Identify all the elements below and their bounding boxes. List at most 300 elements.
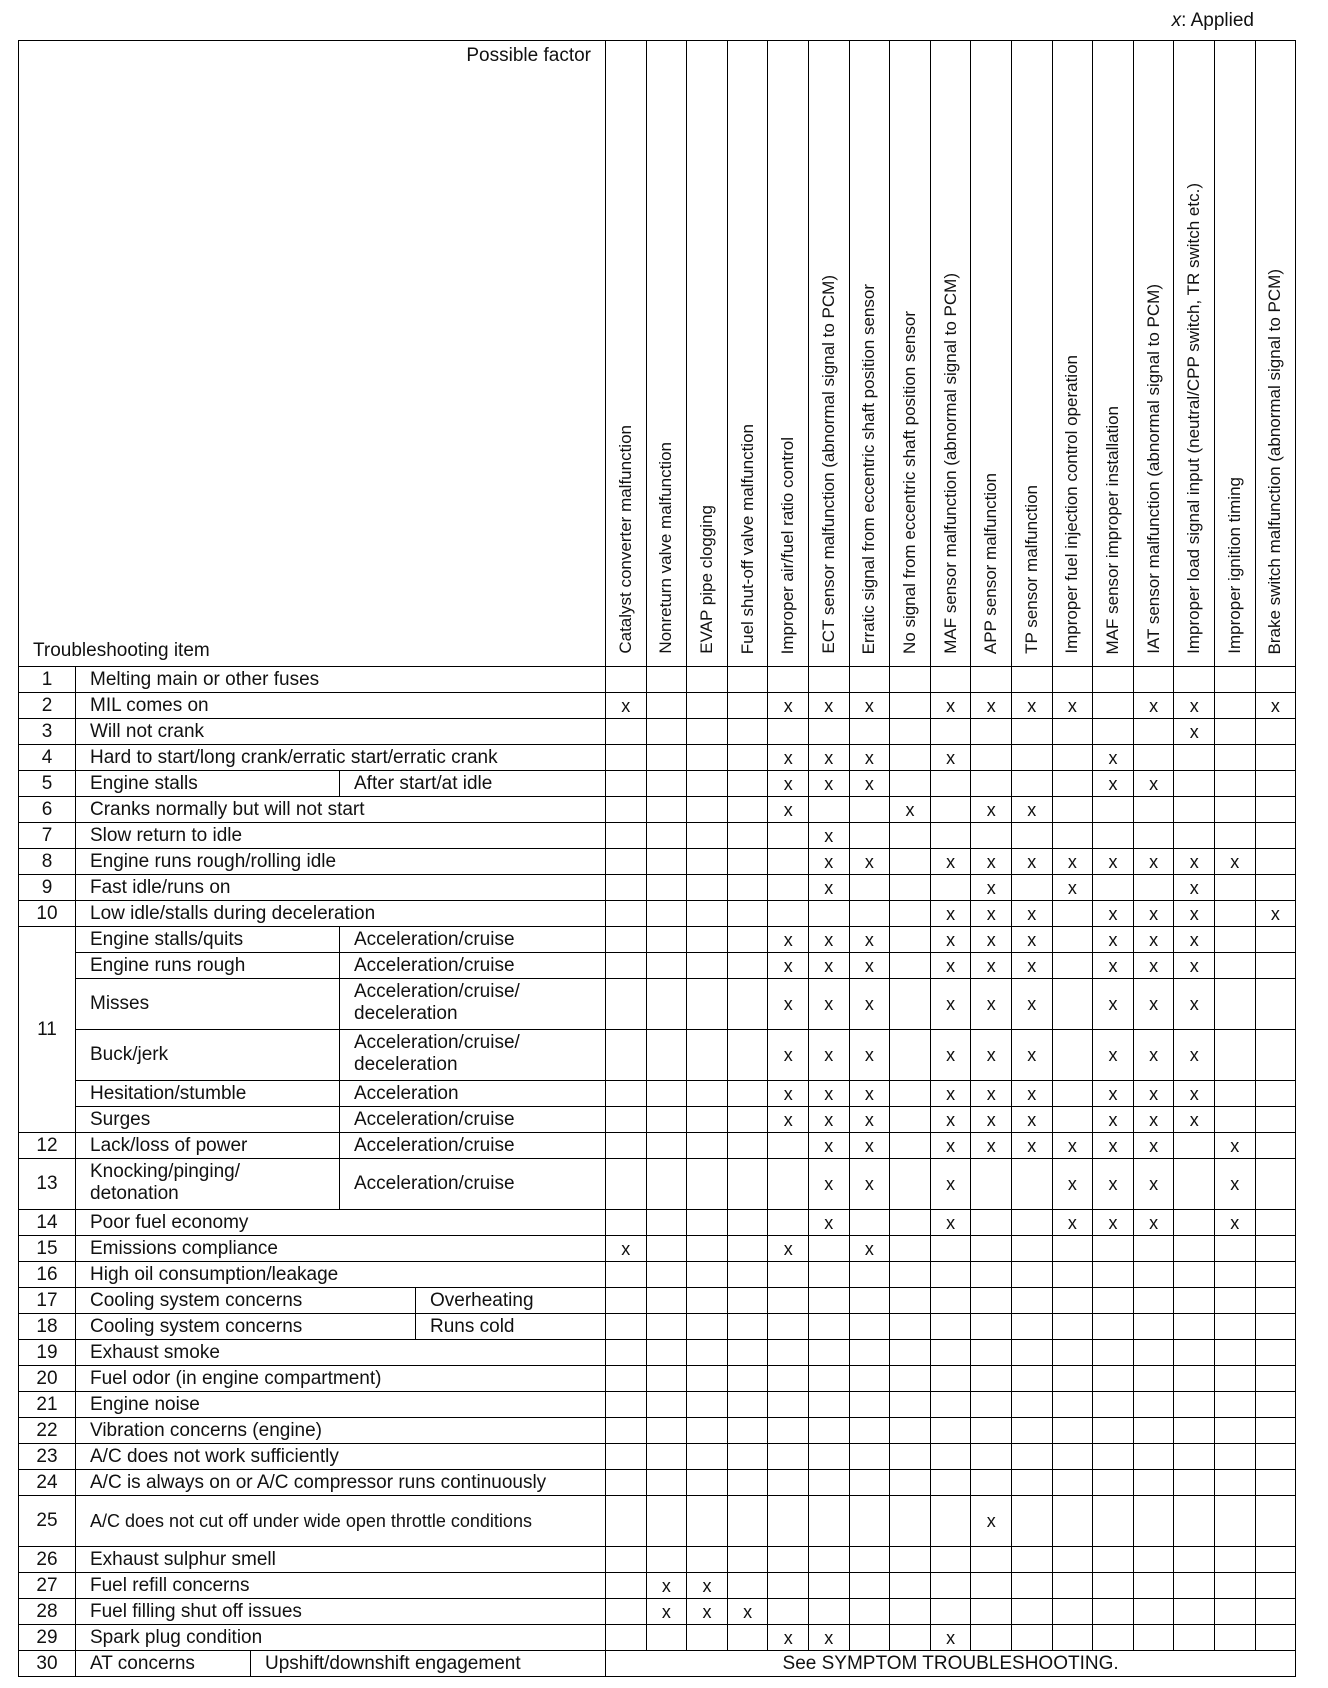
matrix-cell [1214, 978, 1256, 1030]
matrix-cell [1214, 1080, 1256, 1107]
matrix-cell [1173, 796, 1215, 823]
factor-header [1214, 40, 1256, 667]
matrix-cell [646, 1235, 688, 1262]
matrix-cell [1133, 1313, 1175, 1340]
matrix-cell [1052, 1443, 1094, 1470]
troubleshooting-item: AT concerns [75, 1650, 251, 1677]
applied-mark: x [930, 848, 972, 875]
matrix-cell [1173, 1365, 1215, 1392]
matrix-cell [686, 848, 728, 875]
matrix-cell [1214, 1495, 1256, 1547]
matrix-cell [727, 1546, 769, 1573]
matrix-cell [1011, 822, 1053, 849]
matrix-cell [1255, 1313, 1297, 1340]
matrix-cell [1011, 770, 1053, 797]
applied-mark: x [1052, 874, 1094, 901]
matrix-cell [646, 926, 688, 953]
matrix-cell [1052, 1313, 1094, 1340]
factor-header [889, 40, 931, 667]
matrix-cell [686, 1158, 728, 1210]
matrix-cell [1092, 874, 1134, 901]
matrix-cell [767, 718, 809, 745]
factor-label: Nonreturn valve malfunction [656, 442, 676, 654]
applied-mark: x [1173, 1080, 1215, 1107]
row-number: 12 [18, 1132, 76, 1159]
applied-mark: x [1052, 1209, 1094, 1236]
matrix-cell [727, 848, 769, 875]
row-number: 4 [18, 744, 76, 771]
matrix-cell [686, 1029, 728, 1081]
matrix-cell [646, 1080, 688, 1107]
matrix-cell [808, 1313, 850, 1340]
matrix-cell [970, 1287, 1012, 1314]
matrix-cell [1133, 1598, 1175, 1625]
matrix-cell [1173, 1132, 1215, 1159]
matrix-cell [930, 1469, 972, 1496]
matrix-cell [1214, 1106, 1256, 1133]
matrix-cell [1255, 952, 1297, 979]
matrix-cell [1133, 1443, 1175, 1470]
applied-mark: x [767, 692, 809, 719]
factor-header [1255, 40, 1297, 667]
troubleshooting-item: Exhaust smoke [75, 1339, 606, 1366]
applied-mark: x [1173, 718, 1215, 745]
matrix-cell [1255, 1158, 1297, 1210]
applied-mark: x [930, 1106, 972, 1133]
matrix-cell [930, 1339, 972, 1366]
row-number: 15 [18, 1235, 76, 1262]
applied-mark: x [727, 1598, 769, 1625]
matrix-cell [889, 744, 931, 771]
matrix-cell [808, 718, 850, 745]
matrix-cell [686, 1365, 728, 1392]
applied-mark: x [1011, 1132, 1053, 1159]
troubleshooting-item: Hard to start/long crank/erratic start/erratic crank [75, 744, 606, 771]
matrix-cell [646, 1391, 688, 1418]
matrix-cell [1092, 1313, 1134, 1340]
condition: Acceleration/cruise [339, 1132, 606, 1159]
matrix-cell [889, 1339, 931, 1366]
troubleshooting-item: Surges [75, 1106, 340, 1133]
matrix-cell [930, 1261, 972, 1288]
matrix-cell [767, 1158, 809, 1210]
applied-mark: x [1011, 978, 1053, 1030]
matrix-cell [605, 1624, 647, 1651]
applied-mark: x [1173, 900, 1215, 927]
matrix-cell [1052, 718, 1094, 745]
matrix-cell [1255, 1572, 1297, 1599]
matrix-cell [1011, 1365, 1053, 1392]
matrix-cell [686, 1339, 728, 1366]
matrix-cell [970, 1339, 1012, 1366]
matrix-cell [1052, 744, 1094, 771]
matrix-cell [1052, 1546, 1094, 1573]
matrix-cell [686, 666, 728, 693]
matrix-cell [889, 952, 931, 979]
matrix-cell [1011, 1495, 1053, 1547]
applied-mark: x [930, 1209, 972, 1236]
matrix-cell [1092, 666, 1134, 693]
troubleshooting-item-label: Troubleshooting item [33, 640, 210, 661]
matrix-cell [1255, 744, 1297, 771]
applied-mark: x [1214, 1209, 1256, 1236]
matrix-cell [1255, 1443, 1297, 1470]
matrix-cell [1214, 1624, 1256, 1651]
matrix-cell [727, 1624, 769, 1651]
matrix-cell [727, 1495, 769, 1547]
matrix-cell [686, 926, 728, 953]
matrix-cell [1214, 926, 1256, 953]
matrix-cell [1214, 1261, 1256, 1288]
matrix-cell [1214, 744, 1256, 771]
factor-label: Brake switch malfunction (abnormal signal to PCM) [1265, 268, 1285, 654]
matrix-cell [1011, 1598, 1053, 1625]
matrix-cell [1173, 744, 1215, 771]
row-number: 29 [18, 1624, 76, 1651]
troubleshooting-item: Emissions compliance [75, 1235, 606, 1262]
matrix-cell [727, 1469, 769, 1496]
matrix-cell [686, 900, 728, 927]
applied-mark: x [1011, 796, 1053, 823]
matrix-cell [1173, 1313, 1215, 1340]
row-number: 3 [18, 718, 76, 745]
matrix-cell [686, 770, 728, 797]
applied-mark: x [808, 692, 850, 719]
matrix-cell [1092, 718, 1134, 745]
matrix-cell [1173, 822, 1215, 849]
matrix-cell [727, 1391, 769, 1418]
applied-mark: x [1255, 900, 1297, 927]
condition: Acceleration/cruise/ deceleration [339, 1029, 606, 1081]
applied-mark: x [808, 1080, 850, 1107]
matrix-cell [1173, 1572, 1215, 1599]
matrix-cell [605, 1106, 647, 1133]
applied-mark: x [849, 1106, 891, 1133]
matrix-cell [646, 1365, 688, 1392]
matrix-cell [1133, 796, 1175, 823]
factor-header [727, 40, 769, 667]
matrix-cell [889, 1469, 931, 1496]
matrix-cell [646, 1209, 688, 1236]
matrix-cell [970, 1572, 1012, 1599]
matrix-cell [646, 874, 688, 901]
matrix-cell [1052, 666, 1094, 693]
applied-mark: x [767, 1624, 809, 1651]
matrix-cell [808, 1546, 850, 1573]
matrix-cell [930, 1287, 972, 1314]
applied-mark: x [930, 1158, 972, 1210]
applied-mark: x [1133, 1132, 1175, 1159]
matrix-cell [808, 1443, 850, 1470]
troubleshooting-item: Engine runs rough/rolling idle [75, 848, 606, 875]
factor-header [930, 40, 972, 667]
troubleshooting-item: Slow return to idle [75, 822, 606, 849]
matrix-cell [889, 1029, 931, 1081]
matrix-cell [767, 1365, 809, 1392]
matrix-cell [889, 1624, 931, 1651]
factor-label: Fuel shut-off valve malfunction [737, 423, 757, 654]
applied-mark: x [808, 1132, 850, 1159]
matrix-cell [1011, 1313, 1053, 1340]
matrix-cell [646, 1132, 688, 1159]
row-number: 16 [18, 1261, 76, 1288]
matrix-cell [1092, 1546, 1134, 1573]
troubleshooting-item: Will not crank [75, 718, 606, 745]
matrix-cell [646, 1106, 688, 1133]
matrix-cell [1092, 796, 1134, 823]
row-number: 2 [18, 692, 76, 719]
matrix-cell [930, 770, 972, 797]
matrix-cell [646, 1261, 688, 1288]
matrix-cell [1092, 1339, 1134, 1366]
matrix-cell [727, 1417, 769, 1444]
matrix-cell [970, 1469, 1012, 1496]
matrix-cell [1011, 1417, 1053, 1444]
matrix-cell [889, 1365, 931, 1392]
applied-mark: x [1133, 926, 1175, 953]
matrix-cell [1092, 1417, 1134, 1444]
matrix-cell [808, 1572, 850, 1599]
matrix-cell [686, 952, 728, 979]
troubleshooting-item: Engine stalls/quits [75, 926, 340, 953]
matrix-cell [1052, 1287, 1094, 1314]
matrix-cell [889, 1572, 931, 1599]
matrix-cell [605, 1209, 647, 1236]
factor-header [605, 40, 647, 667]
matrix-cell [605, 1080, 647, 1107]
applied-mark: x [970, 1080, 1012, 1107]
matrix-cell [849, 1209, 891, 1236]
matrix-cell [605, 744, 647, 771]
applied-mark: x [1092, 770, 1134, 797]
matrix-cell [1052, 1572, 1094, 1599]
matrix-cell [1255, 874, 1297, 901]
applied-mark: x [970, 926, 1012, 953]
matrix-cell [1133, 1391, 1175, 1418]
matrix-cell [1173, 666, 1215, 693]
matrix-cell [686, 1443, 728, 1470]
matrix-cell [1214, 822, 1256, 849]
matrix-cell [889, 1546, 931, 1573]
applied-mark: x [1133, 692, 1175, 719]
matrix-cell [1133, 1235, 1175, 1262]
matrix-cell [727, 1029, 769, 1081]
matrix-cell [970, 666, 1012, 693]
applied-mark: x [970, 1106, 1012, 1133]
matrix-cell [849, 1572, 891, 1599]
matrix-cell [686, 1469, 728, 1496]
matrix-cell [686, 1417, 728, 1444]
matrix-cell [970, 822, 1012, 849]
applied-mark: x [1092, 1029, 1134, 1081]
matrix-cell [1011, 1261, 1053, 1288]
matrix-cell [1133, 1624, 1175, 1651]
factor-header [767, 40, 809, 667]
matrix-cell [1214, 952, 1256, 979]
applied-mark: x [1133, 1209, 1175, 1236]
matrix-cell [1214, 1365, 1256, 1392]
matrix-cell [646, 848, 688, 875]
matrix-cell [767, 1261, 809, 1288]
matrix-cell [1011, 1572, 1053, 1599]
matrix-cell [686, 1287, 728, 1314]
applied-mark: x [1133, 1029, 1175, 1081]
troubleshooting-item: Hesitation/stumble [75, 1080, 340, 1107]
matrix-cell [1052, 1417, 1094, 1444]
factor-header [1011, 40, 1053, 667]
matrix-cell [727, 1080, 769, 1107]
matrix-cell [930, 1546, 972, 1573]
matrix-cell [1052, 900, 1094, 927]
matrix-cell [605, 952, 647, 979]
matrix-cell [970, 770, 1012, 797]
matrix-cell [646, 1029, 688, 1081]
row-number: 30 [18, 1650, 76, 1677]
matrix-cell [686, 1391, 728, 1418]
matrix-cell [849, 874, 891, 901]
matrix-cell [889, 718, 931, 745]
matrix-cell [605, 1598, 647, 1625]
applied-mark: x [1133, 848, 1175, 875]
matrix-cell [1092, 1572, 1134, 1599]
applied-mark: x [970, 952, 1012, 979]
applied-mark: x [1092, 1080, 1134, 1107]
applied-mark: x [767, 926, 809, 953]
applied-mark: x [686, 1598, 728, 1625]
matrix-cell [1052, 770, 1094, 797]
matrix-cell [1214, 874, 1256, 901]
matrix-cell [1011, 1624, 1053, 1651]
matrix-cell [849, 1624, 891, 1651]
applied-mark: x [970, 874, 1012, 901]
troubleshooting-item: Cooling system concerns [75, 1287, 416, 1314]
matrix-cell [727, 926, 769, 953]
matrix-cell [767, 1417, 809, 1444]
applied-mark: x [930, 952, 972, 979]
matrix-cell [1052, 1080, 1094, 1107]
row-number: 5 [18, 770, 76, 797]
matrix-cell [1052, 1598, 1094, 1625]
applied-mark: x [605, 1235, 647, 1262]
see-symptom-note: See SYMPTOM TROUBLESHOOTING. [605, 1650, 1296, 1677]
matrix-cell [970, 1313, 1012, 1340]
matrix-cell [727, 1261, 769, 1288]
matrix-cell [808, 1365, 850, 1392]
matrix-cell [808, 900, 850, 927]
matrix-cell [767, 1598, 809, 1625]
matrix-cell [686, 1546, 728, 1573]
matrix-cell [605, 848, 647, 875]
applied-mark: x [930, 978, 972, 1030]
applied-mark: x [1092, 744, 1134, 771]
matrix-cell [1173, 1209, 1215, 1236]
matrix-cell [889, 1287, 931, 1314]
matrix-cell [1133, 874, 1175, 901]
matrix-cell [1052, 1106, 1094, 1133]
applied-mark: x [808, 744, 850, 771]
matrix-cell [727, 1158, 769, 1210]
matrix-cell [686, 796, 728, 823]
matrix-cell [767, 1132, 809, 1159]
matrix-cell [1173, 1417, 1215, 1444]
row-number: 24 [18, 1469, 76, 1496]
possible-factor-label: Possible factor [466, 45, 591, 66]
matrix-cell [1052, 978, 1094, 1030]
applied-mark: x [1011, 692, 1053, 719]
matrix-cell [849, 666, 891, 693]
troubleshooting-item: A/C does not work sufficiently [75, 1443, 606, 1470]
matrix-cell [1011, 1339, 1053, 1366]
matrix-cell [849, 718, 891, 745]
matrix-cell [1255, 848, 1297, 875]
row-number: 6 [18, 796, 76, 823]
matrix-cell [646, 692, 688, 719]
matrix-cell [889, 978, 931, 1030]
matrix-cell [889, 1158, 931, 1210]
applied-mark: x [970, 692, 1012, 719]
row-number: 25 [18, 1495, 76, 1547]
matrix-cell [1173, 1261, 1215, 1288]
matrix-cell [808, 1339, 850, 1366]
troubleshooting-item: Fuel filling shut off issues [75, 1598, 606, 1625]
matrix-cell [1052, 1624, 1094, 1651]
matrix-cell [1255, 1132, 1297, 1159]
troubleshooting-item: Knocking/pinging/ detonation [75, 1158, 340, 1210]
matrix-cell [686, 1313, 728, 1340]
matrix-cell [605, 822, 647, 849]
matrix-cell [1255, 1469, 1297, 1496]
matrix-cell [686, 1261, 728, 1288]
matrix-cell [808, 1287, 850, 1314]
row-number: 20 [18, 1365, 76, 1392]
factor-label: Improper load signal input (neutral/CPP switch, TR switch etc.) [1184, 183, 1204, 654]
matrix-cell [1255, 1391, 1297, 1418]
matrix-cell [1214, 1469, 1256, 1496]
matrix-cell [970, 1624, 1012, 1651]
matrix-cell [1011, 1287, 1053, 1314]
matrix-cell [605, 1287, 647, 1314]
applied-mark: x [1092, 978, 1134, 1030]
matrix-cell [727, 874, 769, 901]
applied-mark: x [930, 744, 972, 771]
factor-label: ECT sensor malfunction (abnormal signal to PCM) [818, 275, 838, 654]
matrix-cell [970, 1261, 1012, 1288]
applied-mark: x [1011, 1106, 1053, 1133]
matrix-cell [808, 1235, 850, 1262]
matrix-cell [1255, 1339, 1297, 1366]
condition: After start/at idle [339, 770, 606, 797]
matrix-cell [930, 718, 972, 745]
troubleshooting-item: Fuel refill concerns [75, 1572, 606, 1599]
matrix-cell [930, 1391, 972, 1418]
applied-mark: x [808, 1106, 850, 1133]
matrix-cell [1133, 718, 1175, 745]
troubleshooting-item: Engine noise [75, 1391, 606, 1418]
applied-mark: x [970, 1132, 1012, 1159]
matrix-cell [727, 692, 769, 719]
applied-mark: x [767, 1029, 809, 1081]
matrix-cell [1255, 1287, 1297, 1314]
troubleshooting-item: Fuel odor (in engine compartment) [75, 1365, 606, 1392]
applied-mark: x [930, 1132, 972, 1159]
legend-mark: x [1171, 10, 1182, 31]
matrix-cell [1255, 796, 1297, 823]
matrix-cell [686, 1106, 728, 1133]
matrix-cell [1092, 1261, 1134, 1288]
matrix-cell [808, 796, 850, 823]
matrix-cell [767, 1339, 809, 1366]
matrix-cell [930, 874, 972, 901]
